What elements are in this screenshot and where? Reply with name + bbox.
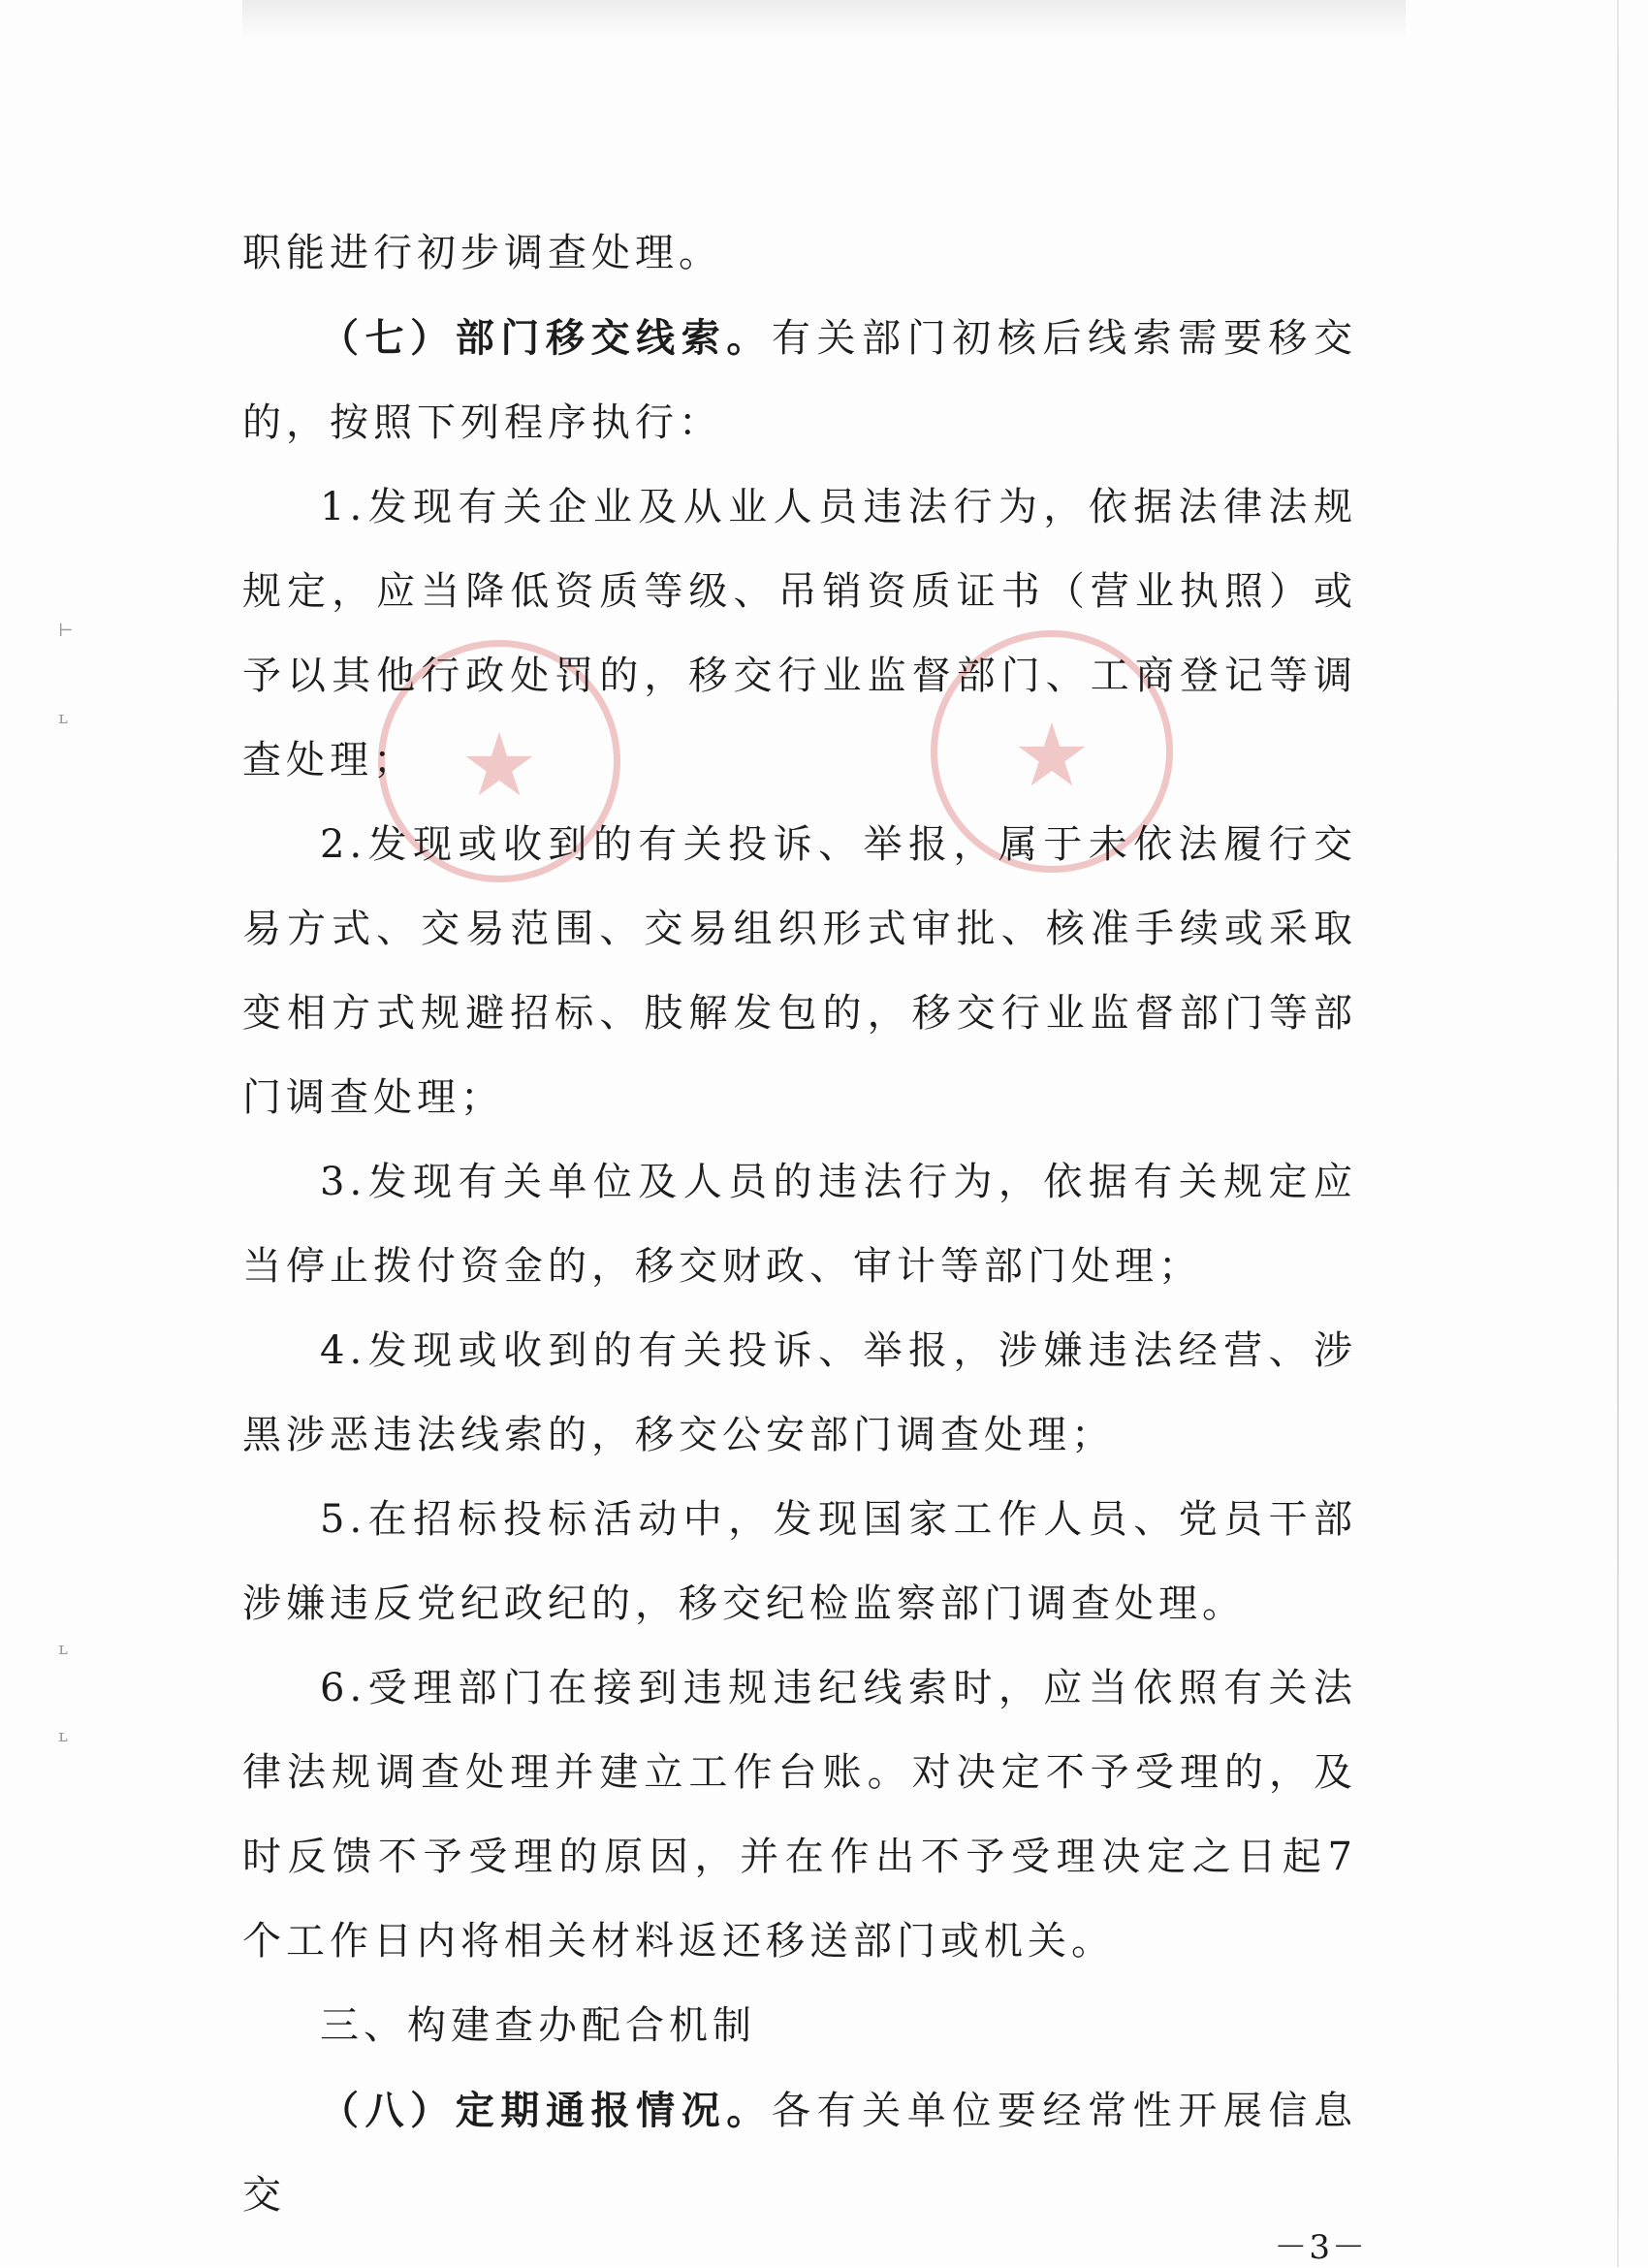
paragraph-8-title: （八）定期通报情况。	[320, 2088, 772, 2133]
page-number: －3－	[1274, 2228, 1367, 2267]
list-item-6: 6.受理部门在接到违规违纪线索时，应当依照有关法律法规调查处理并建立工作台账。对决定不予受理的，及时反馈不予受理的原因，并在作出不予受理决定之日起7个工作日内将相关材料返还移送部门或机关。	[242, 1666, 1357, 1964]
seal-star-icon: ★	[1012, 705, 1092, 807]
margin-mark: ʟ	[58, 1726, 68, 1746]
list-item-4: 4.发现或收到的有关投诉、举报，涉嫌违法经营、涉黑涉恶违法线索的，移交公安部门调查处理；	[242, 1328, 1357, 1457]
margin-mark: ʟ	[58, 1639, 68, 1659]
document-body	[242, 211, 1357, 2238]
paragraph-8	[242, 2068, 1357, 2238]
paragraph-8-text: 各有关单位要经常性开展信息交	[242, 2089, 1358, 2218]
list-item-5: 5.在招标投标活动中，发现国家工作人员、党员干部涉嫌违反党纪政纪的，移交纪检监察部门调查处理。	[242, 1497, 1357, 1626]
list-item-1: 1.发现有关企业及从业人员违法行为，依据法律法规规定，应当降低资质等级、吊销资质证书（营业执照）或予以其他行政处罚的，移交行业监督部门、工商登记等调查处理；	[242, 485, 1357, 783]
list-item-3: 3.发现有关单位及人员的违法行为，依据有关规定应当停止拨付资金的，移交财政、审计等部门处理；	[242, 1160, 1357, 1289]
list-item-2: 2.发现或收到的有关投诉、举报，属于未依法履行交易方式、交易范围、交易组织形式审批、核准手续或采取变相方式规避招标、肢解发包的，移交行业监督部门等部门调查处理；	[242, 822, 1357, 1120]
margin-mark: ⊢	[58, 621, 74, 641]
paragraph-7	[242, 296, 1357, 465]
scan-smudge	[242, 0, 1406, 39]
paragraph-7-title: （七）部门移交线索。	[320, 315, 772, 361]
paragraph-7-text: 有关部门初核后线索需要移交的，按照下列程序执行：	[242, 316, 1358, 445]
scan-edge	[1617, 0, 1619, 2267]
seal-star-icon: ★	[460, 715, 539, 816]
paragraph-continuation: 职能进行初步调查处理。	[242, 231, 722, 275]
section-heading-3: 三、构建查办配合机制	[320, 2003, 756, 2048]
margin-mark: ʟ	[58, 708, 68, 728]
